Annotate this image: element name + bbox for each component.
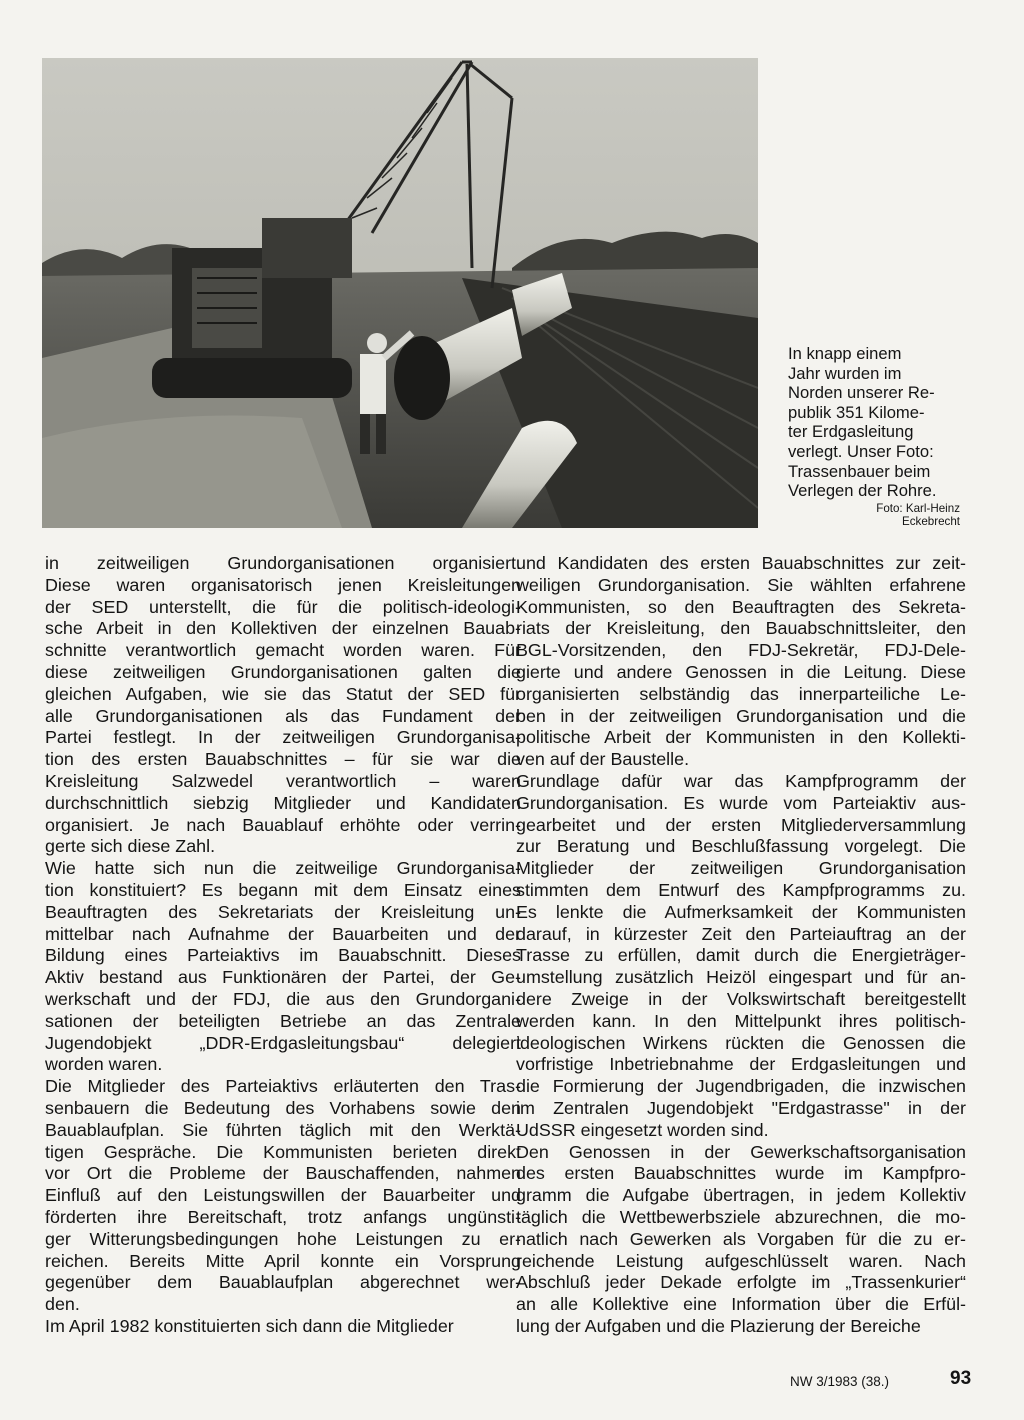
text-line: sationen der beteiligten Betriebe an das Zentrale — [45, 1010, 521, 1031]
paragraph — [516, 553, 966, 771]
text-line: zur Beratung und Beschlußfassung vorgelegt. Die — [516, 836, 966, 857]
journal-reference: NW 3/1983 (38.) — [790, 1374, 890, 1389]
text-line: Abschluß jeder Dekade erfolgte im „Trassenkurier“ — [516, 1272, 966, 1293]
text-line: gierte und andere Genossen in die Leitung. Diese — [516, 661, 966, 682]
text-line: in zeitweiligen Grundorganisationen organisiert. — [45, 553, 521, 573]
text-line: natlich nach Gewerken als Vorgaben für die zu er- — [516, 1228, 966, 1249]
text-line: worden waren. — [45, 1054, 163, 1075]
text-line: Es lenkte die Aufmerksamkeit der Kommunisten — [516, 901, 966, 922]
text-line: sche Arbeit in den Kollektiven der einzelnen Bauab- — [45, 618, 521, 639]
text-line: reichende Leistung aufgeschlüsselt waren. Nach — [516, 1250, 966, 1271]
text-line: tion konstituiert? Es begann mit dem Einsatz eines — [45, 879, 521, 900]
text-line: Diese waren organisatorisch jenen Kreisleitungen — [45, 574, 521, 595]
text-line: die Formierung der Jugendbrigaden, die inzwischen — [516, 1076, 966, 1097]
text-line: ger Witterungsbedingungen hohe Leistungen zu er- — [45, 1228, 521, 1249]
text-line: werkschaft und der FDJ, die aus den Grundorgani- — [45, 988, 521, 1009]
photo-caption — [788, 344, 970, 528]
text-line: vorfristige Inbetriebnahme der Erdgasleitungen und — [516, 1054, 966, 1075]
text-line: Jugendobjekt „DDR-Erdgasleitungsbau“ delegiert — [45, 1032, 521, 1053]
text-line: diese zeitweiligen Grundorganisationen galten die — [45, 661, 521, 682]
text-line: ven auf der Baustelle. — [516, 749, 690, 770]
text-line: Den Genossen in der Gewerkschaftsorganisation — [516, 1141, 966, 1162]
text-line: Einfluß auf den Leistungswillen der Bauarbeiter und — [45, 1185, 521, 1206]
text-line: Im April 1982 konstituierten sich dann die Mitglieder — [45, 1315, 454, 1336]
text-line: ideologischen Wirkens rückten die Genossen die — [516, 1032, 966, 1053]
text-line: darauf, in kürzester Zeit den Parteiauftrag an der — [516, 923, 966, 944]
paragraph — [45, 858, 521, 1076]
paragraph — [45, 1316, 521, 1338]
text-line: gerte sich diese Zahl. — [45, 836, 216, 857]
text-line: organisierten selbständig das innerparteiliche Le- — [516, 683, 966, 704]
text-line: gegenüber dem Bauablaufplan abgerechnet wer- — [45, 1272, 521, 1293]
photo-credit — [788, 502, 960, 528]
text-line: Wie hatte sich nun die zeitweilige Grundorganisa- — [45, 858, 521, 879]
text-line: stimmten dem Entwurf des Kampfprogramms zu. — [516, 879, 966, 900]
caption-line: Jahr wurden im — [788, 363, 902, 383]
text-line: Bildung eines Parteiaktivs im Bauabschnitt. Dieses — [45, 945, 521, 966]
text-line: weiligen Grundorganisation. Sie wählten erfahrene — [516, 574, 966, 595]
credit-line: Foto: Karl-Heinz — [876, 501, 960, 515]
paragraph — [516, 1142, 966, 1338]
text-line: Beauftragten des Sekretariats der Kreisleitung un- — [45, 901, 521, 922]
text-line: Kommunisten, so den Beauftragten des Sekreta- — [516, 596, 966, 617]
text-line: UdSSR eingesetzt worden sind. — [516, 1119, 769, 1140]
text-line: Grundorganisation. Es wurde vom Parteiaktiv aus- — [516, 792, 966, 813]
text-line: riats der Kreisleitung, den Bauabschnittsleiter, den — [516, 618, 966, 639]
credit-line: Eckebrecht — [902, 514, 960, 528]
caption-line: verlegt. Unser Foto: — [788, 441, 934, 461]
text-line: Die Mitglieder des Parteiaktivs erläuterten den Tras- — [45, 1076, 521, 1097]
text-line: der SED unterstellt, die für die politisch-ideologi- — [45, 596, 521, 617]
text-line: täglich die Wettbewerbsziele abzurechnen, die mo- — [516, 1206, 966, 1227]
caption-line: In knapp einem — [788, 344, 902, 363]
page-number: 93 — [950, 1368, 972, 1389]
text-line: durchschnittlich siebzig Mitglieder und Kandidaten — [45, 792, 521, 813]
text-line: organisiert. Je nach Bauablauf erhöhte oder verrin- — [45, 814, 521, 835]
text-line: Partei festlegt. In der zeitweiligen Grundorganisa- — [45, 727, 521, 748]
text-line: umstellung zusätzlich Heizöl eingespart und für an- — [516, 967, 966, 988]
text-line: vor Ort die Probleme der Bauschaffenden, nahmen — [45, 1163, 521, 1184]
text-line: tion des ersten Bauabschnittes – für sie war die — [45, 749, 521, 770]
text-line: politische Arbeit der Kommunisten in den Kollekti- — [516, 727, 966, 748]
text-line: im Zentralen Jugendobjekt "Erdgastrasse" in der — [516, 1097, 966, 1118]
caption-line: Trassenbauer beim — [788, 461, 931, 481]
text-line: schnitte verantwortlich gemacht worden waren. Für — [45, 640, 521, 661]
text-line: Mitglieder der zeitweiligen Grundorganisation — [516, 858, 966, 879]
text-line: gearbeitet und der ersten Mitgliederversammlung — [516, 814, 966, 835]
text-line: Grundlage dafür war das Kampfprogramm der — [516, 770, 966, 791]
text-line: den. — [45, 1294, 80, 1315]
caption-text — [788, 344, 970, 501]
text-line: des ersten Bauabschnittes wurde im Kampfpro- — [516, 1163, 966, 1184]
article-column-right — [516, 553, 966, 1338]
caption-line: ter Erdgasleitung — [788, 422, 914, 442]
text-line: lung der Aufgaben und die Plazierung der Bereiche — [516, 1315, 921, 1336]
text-line: BGL-Vorsitzenden, den FDJ-Sekretär, FDJ-Dele- — [516, 640, 966, 661]
text-line: tigen Gespräche. Die Kommunisten berieten direkt — [45, 1141, 521, 1162]
text-line: gleichen Aufgaben, wie sie das Statut der SED für — [45, 683, 521, 704]
text-line: Bauablaufplan. Sie führten täglich mit den Werktä- — [45, 1119, 521, 1140]
text-line: an alle Kollektive eine Information über die Erfül- — [516, 1294, 966, 1315]
paragraph — [45, 1076, 521, 1316]
paragraph — [45, 553, 521, 858]
text-line: werden kann. In den Mittelpunkt ihres politisch- — [516, 1010, 966, 1031]
text-line: dere Zweige in der Volkswirtschaft bereitgestellt — [516, 988, 966, 1009]
text-line: reichen. Bereits Mitte April konnte ein Vorsprung — [45, 1250, 521, 1271]
text-line: und Kandidaten des ersten Bauabschnittes zur zeit- — [516, 553, 966, 573]
article-column-left — [45, 553, 521, 1338]
caption-line: Verlegen der Rohre. — [788, 481, 937, 501]
text-line: gramm die Aufgabe übertragen, in jedem Kollektiv — [516, 1185, 966, 1206]
caption-line: Norden unserer Re- — [788, 383, 935, 403]
text-line: Kreisleitung Salzwedel verantwortlich – waren — [45, 770, 521, 791]
text-line: senbauern die Bedeutung des Vorhabens sowie den — [45, 1097, 521, 1118]
text-line: Trasse zu erfüllen, damit durch die Energieträger- — [516, 945, 966, 966]
text-line: Aktiv bestand aus Funktionären der Partei, der Ge- — [45, 967, 521, 988]
pipeline-photo — [42, 58, 758, 528]
text-line: ben in der zeitweiligen Grundorganisation und die — [516, 705, 966, 726]
text-line: alle Grundorganisationen als das Fundament der — [45, 705, 521, 726]
text-line: förderten ihre Bereitschaft, trotz anfangs ungünsti- — [45, 1206, 521, 1227]
paragraph — [516, 771, 966, 1142]
page-footer — [0, 1368, 1024, 1398]
text-line: mittelbar nach Aufnahme der Bauarbeiten und der — [45, 923, 521, 944]
caption-line: publik 351 Kilome- — [788, 402, 925, 422]
